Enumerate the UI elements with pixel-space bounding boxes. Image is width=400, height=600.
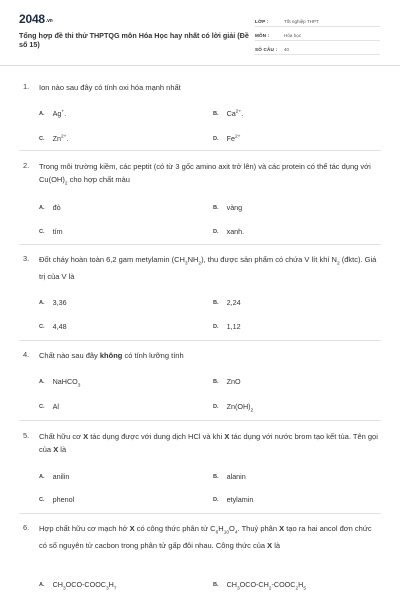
option-b[interactable] <box>213 472 246 481</box>
question-divider <box>19 420 381 421</box>
option-d[interactable] <box>213 134 240 143</box>
option-b[interactable] <box>213 377 241 386</box>
option-letter: D. <box>213 497 219 503</box>
option-text: $Fe^{2+}$ <box>226 134 241 143</box>
option-a[interactable] <box>39 298 67 307</box>
option-text: Ag+. <box>52 109 67 118</box>
meta-value: Hóa học <box>284 33 302 38</box>
option-letter: A. <box>39 582 45 588</box>
option-d[interactable] <box>213 322 241 331</box>
option-letter: B. <box>213 205 219 211</box>
option-letter: A. <box>39 111 45 117</box>
option-a[interactable] <box>39 472 69 481</box>
option-b[interactable] <box>213 109 243 118</box>
option-c[interactable] <box>39 227 63 236</box>
option-text: $CH_3OCO-COOC_3H_7$ <box>52 580 117 592</box>
question-text: Trong môi trường kiềm, các peptit (có từ 3 gốc amino axit trở lên) và các protein có thể tác dụng với $Cu(OH)_2$ cho hợp chất màu <box>39 162 371 186</box>
option-letter: C. <box>39 229 45 235</box>
option-text: $Zn^{2+}$. <box>52 134 69 143</box>
option-text: ZnO <box>226 377 241 386</box>
question-number: 5. <box>23 431 30 440</box>
option-letter: B. <box>213 300 219 306</box>
option-letter: D. <box>213 404 219 410</box>
option-b[interactable] <box>213 580 306 591</box>
option-letter: A. <box>39 205 45 211</box>
option-text: $Ca^{2+}$. <box>226 109 244 118</box>
question-text: Chất nào sau đây không có tính lưỡng tính <box>39 351 184 360</box>
question-number: 3. <box>23 254 30 263</box>
option-c[interactable] <box>39 322 67 331</box>
option-text: etylamin <box>226 495 254 504</box>
meta-row-subject <box>255 29 380 41</box>
option-letter: D. <box>213 324 219 330</box>
option-letter: B. <box>213 474 219 480</box>
option-text: alanin <box>226 472 246 481</box>
option-a[interactable] <box>39 580 117 591</box>
option-d[interactable] <box>213 402 253 413</box>
meta-key: MÔN : <box>255 33 270 38</box>
option-letter: C. <box>39 404 45 410</box>
question-text: Đốt cháy hoàn toàn 6,2 gam metylamin $(CH_3NH_2)$, thu được sản phẩm có chứa V lít khí $N_2$ (đktc). Giá trị của V là <box>39 255 377 281</box>
meta-key: LỚP : <box>255 19 269 24</box>
option-a[interactable] <box>39 203 61 212</box>
site-logo[interactable] <box>19 12 53 26</box>
option-letter: A. <box>39 379 45 385</box>
option-letter: C. <box>39 497 45 503</box>
question-divider <box>19 340 381 341</box>
question-text: Hợp chất hữu cơ mạch hở X có công thức phân tử $C_6H_{10}O_4$. Thuỷ phân X tạo ra hai ancol đơn chức có số nguyên tử cacbon trong phân tử gấp đôi nhau. Công thức của X là <box>39 524 372 550</box>
option-text: 2,24 <box>226 298 241 307</box>
question-divider <box>19 244 381 245</box>
option-text: 4,48 <box>52 322 67 331</box>
option-text: 3,36 <box>52 298 67 307</box>
option-text: tím <box>52 227 63 236</box>
option-text: phenol <box>52 495 75 504</box>
option-text: đỏ <box>52 203 61 212</box>
option-letter: D. <box>213 136 219 142</box>
logo-suffix: .vn <box>45 18 53 24</box>
option-text: vàng <box>226 203 243 212</box>
option-text: anilin <box>52 472 70 481</box>
option-d[interactable] <box>213 227 244 236</box>
logo-text: 2048 <box>19 12 45 26</box>
meta-value: Tốt nghiệp THPT <box>284 19 319 24</box>
meta-value: 40 <box>284 47 290 52</box>
option-letter: B. <box>213 379 219 385</box>
option-a[interactable] <box>39 377 80 388</box>
option-text: xanh. <box>226 227 245 236</box>
question-number: 4. <box>23 350 30 359</box>
option-letter: B. <box>213 111 219 117</box>
option-c[interactable] <box>39 495 74 504</box>
question-divider <box>19 513 381 514</box>
option-text: Al <box>52 402 59 411</box>
exam-meta <box>255 15 380 57</box>
question-number: 1. <box>23 82 30 91</box>
option-letter: B. <box>213 582 219 588</box>
option-letter: C. <box>39 324 45 330</box>
question-text: Ion nào sau đây có tính oxi hóa mạnh nhất <box>39 83 181 92</box>
option-c[interactable] <box>39 402 59 411</box>
option-text: NaHCO$_3$ <box>52 377 81 389</box>
option-letter: D. <box>213 229 219 235</box>
option-text: 1,12 <box>226 322 241 331</box>
question-number: 2. <box>23 161 30 170</box>
exam-title: Tổng hợp đề thi thử THPTQG môn Hóa Học hay nhất có lời giải (Đề số 15) <box>19 31 249 49</box>
question-text: Chất hữu cơ X tác dụng được với dung dịch HCl và khi X tác dụng với nước brom tạo kết tủa. Tên gọi của X là <box>39 432 378 454</box>
option-d[interactable] <box>213 495 253 504</box>
option-letter: C. <box>39 136 45 142</box>
option-text: $CH_3OCO-CH_2-COOC_2H_5$ <box>226 580 306 592</box>
meta-row-class <box>255 15 380 27</box>
option-b[interactable] <box>213 298 241 307</box>
question-number: 6. <box>23 523 30 532</box>
option-c[interactable] <box>39 134 68 143</box>
option-letter: A. <box>39 474 45 480</box>
question-divider <box>19 150 381 151</box>
option-letter: A. <box>39 300 45 306</box>
meta-key: SỐ CÂU : <box>255 47 278 52</box>
option-text: $Zn(OH)_2$ <box>226 402 254 414</box>
meta-row-count <box>255 43 380 55</box>
option-a[interactable] <box>39 109 66 118</box>
option-b[interactable] <box>213 203 242 212</box>
exam-header <box>0 0 400 66</box>
